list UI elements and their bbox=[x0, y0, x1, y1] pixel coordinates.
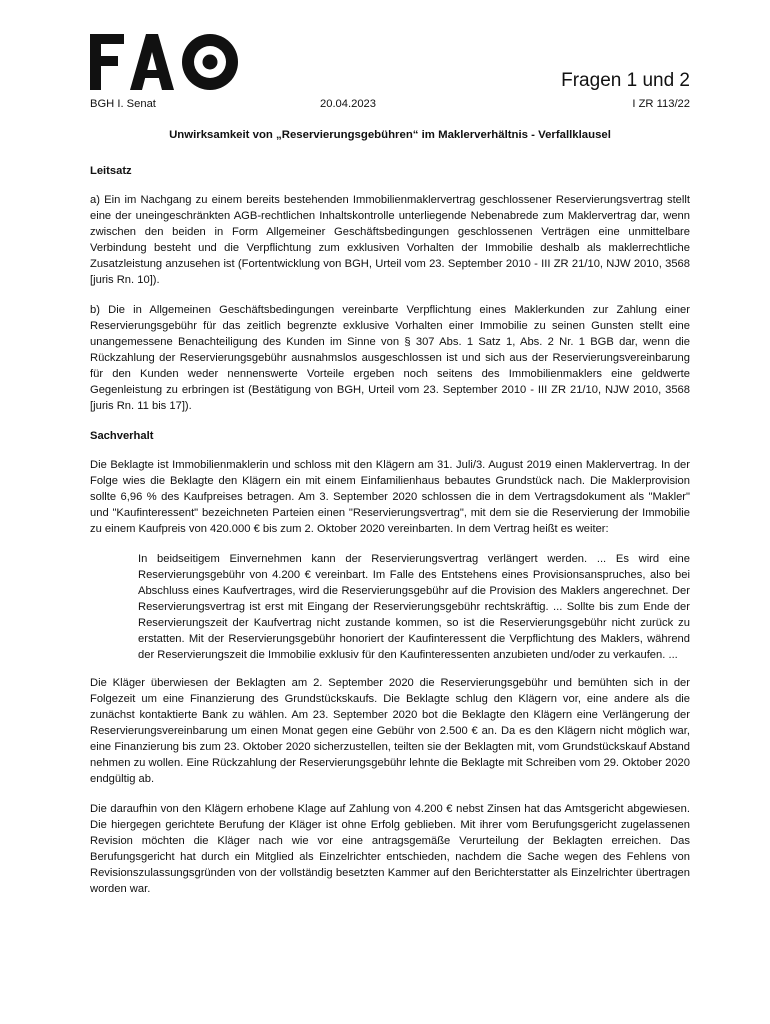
fao-logo bbox=[90, 34, 240, 90]
section-title-sachverhalt: Sachverhalt bbox=[90, 430, 154, 442]
document-meta bbox=[90, 98, 690, 114]
document-body bbox=[90, 127, 690, 911]
sachverhalt-paragraph-2: Die Kläger überwiesen der Beklagten am 2. September 2020 die Reservierungsgebühr und bemühten sich in der Folgezeit um eine Finanzierung des Grundstückskaufs. Die Beklagte schlug den Klägern vor, eine andere als die zunächst kontaktierte Bank zu wählen. Am 23. September 2020 bot die Beklagte den Klägern eine Verlängerung der Reservierungsvereinbarung um einen Monat gegen eine Gebühr von 2.500 € an. Da es den Klägern nicht möglich war, eine Finanzierung bis zum 23. Oktober 2020 sicherzustellen, teilten sie der Beklagten mit, vom Grundstückskauf Abstand nehmen zu wollen. Eine Rückzahlung der Reservierungsgebühr lehnte die Beklagte mit Schreiben vom 29. Oktober 2020 endgültig ab. bbox=[90, 677, 690, 785]
decision-date: 20.04.2023 bbox=[320, 98, 376, 110]
court-label: BGH I. Senat bbox=[90, 98, 156, 110]
document-title: Fragen 1 und 2 bbox=[561, 70, 690, 91]
sachverhalt-paragraph-3: Die daraufhin von den Klägern erhobene Klage auf Zahlung von 4.200 € nebst Zinsen hat das Amtsgericht abgewiesen. Die hiergegen gerichtete Berufung der Kläger ist ohne Erfolg geblieben. Mit ihrer vom Berufungsgericht zugelassenen Revision möchten die Kläger nach wie vor eine antragsgemäße Verurteilung der Beklagten erreichen. Das Berufungsgericht hat durch ein Mitglied als Einzelrichter entschieden, nachdem die Sache wegen des Fehlens von Revisionszulassungsgründen von der vollständig besetzten Kammer auf den Berichterstatter als Einzelrichter übertragen worden war. bbox=[90, 803, 690, 895]
section-title-leitsatz: Leitsatz bbox=[90, 165, 132, 177]
case-number: I ZR 113/22 bbox=[632, 98, 690, 110]
leitsatz-paragraph-b: b) Die in Allgemeinen Geschäftsbedingungen vereinbarte Verpflichtung eines Maklerkunden zur Zahlung einer Reservierungsgebühr für das zeitlich begrenzte exklusive Vorhalten einer Immobilie zu seinen Gunsten stellt eine unangemessene Benachteiligung des Kunden im Sinne von § 307 Abs. 1 Satz 1, Abs. 2 Nr. 1 BGB dar, wenn die Rückzahlung der Reservierungsgebühr ausnahmslos ausgeschlossen ist und sich aus der Reservierungsvereinbarung für den Kunden weder nennenswerte Vorteile ergeben noch seitens des Immobilienmaklers eine geldwerte Gegenleistung zu erbringen ist (Bestätigung von BGH, Urteil vom 23. September 2010 - III ZR 21/10, NJW 2010, 3568 [juris Rn. 11 bis 17]). bbox=[90, 304, 690, 412]
leitsatz-paragraph-a: a) Ein im Nachgang zu einem bereits bestehenden Immobilienmaklervertrag geschlossener Reservierungsvertrag stellt eine der uneingeschränkten AGB-rechtlichen Inhaltskontrolle unterliegende Nebenabrede zum Maklervertrag dar, wenn zwischen den beiden in Form Allgemeiner Geschäftsbedingungen geschlossenen Verträgen eine unmittelbare Verbindung besteht und die Verpflichtung zum exklusiven Vorhalten der Immobilie deshalb als maklerrechtliche Zusatzleistung anzusehen ist (Fortentwicklung von BGH, Urteil vom 23. September 2010 - III ZR 21/10, NJW 2010, 3568 [juris Rn. 10]). bbox=[90, 194, 690, 286]
contract-quote: In beidseitigem Einvernehmen kann der Reservierungsvertrag verlängert werden. ... Es wird eine Reservierungsgebühr von 4.200 € vereinbart. Im Falle des Entstehens eines Provisionsanspruches, also bei Abschluss eines Kaufvertrages, wird die Reservierungsgebühr auf die Provision des Maklers angerechnet. Der Reservierungsvertrag ist erst mit Eingang der Reservierungsgebühr rechtskräftig. ... Sollte bis zum Ende der Reservierungszeit der Kaufvertrag nicht zustande kommen, so ist die Reservierungsgebühr nicht zurück zu erstatten. Mit der Reservierungsgebühr honoriert der Kaufinteressent die Verpflichtung des Maklers, während der Reservierungszeit die Immobilie exklusiv für den Kaufinteressenten anzubieten und/oder zu verkaufen. ... bbox=[138, 553, 690, 661]
sachverhalt-paragraph-1: Die Beklagte ist Immobilienmaklerin und schloss mit den Klägern am 31. Juli/3. August 2019 einen Maklervertrag. In der Folge wies die Beklagte den Klägern ein mit einem Einfamilienhaus bebautes Grundstück nach. Die Maklerprovision sollte 6,96 % des Kaufpreises betragen. Am 3. September 2020 schlossen die in dem Vertragsdokument als "Makler" und "Kaufinteressent" bezeichneten Parteien einen "Reservierungsvertrag", mit dem sie die Reservierung der Immobilie zu einem Kaufpreis von 420.000 € bis zum 2. Oktober 2020 vereinbarten. In dem Vertrag heißt es weiter: bbox=[90, 459, 690, 535]
decision-headline: Unwirksamkeit von „Reservierungsgebühren“ im Maklerverhältnis - Verfallklausel bbox=[169, 129, 611, 141]
